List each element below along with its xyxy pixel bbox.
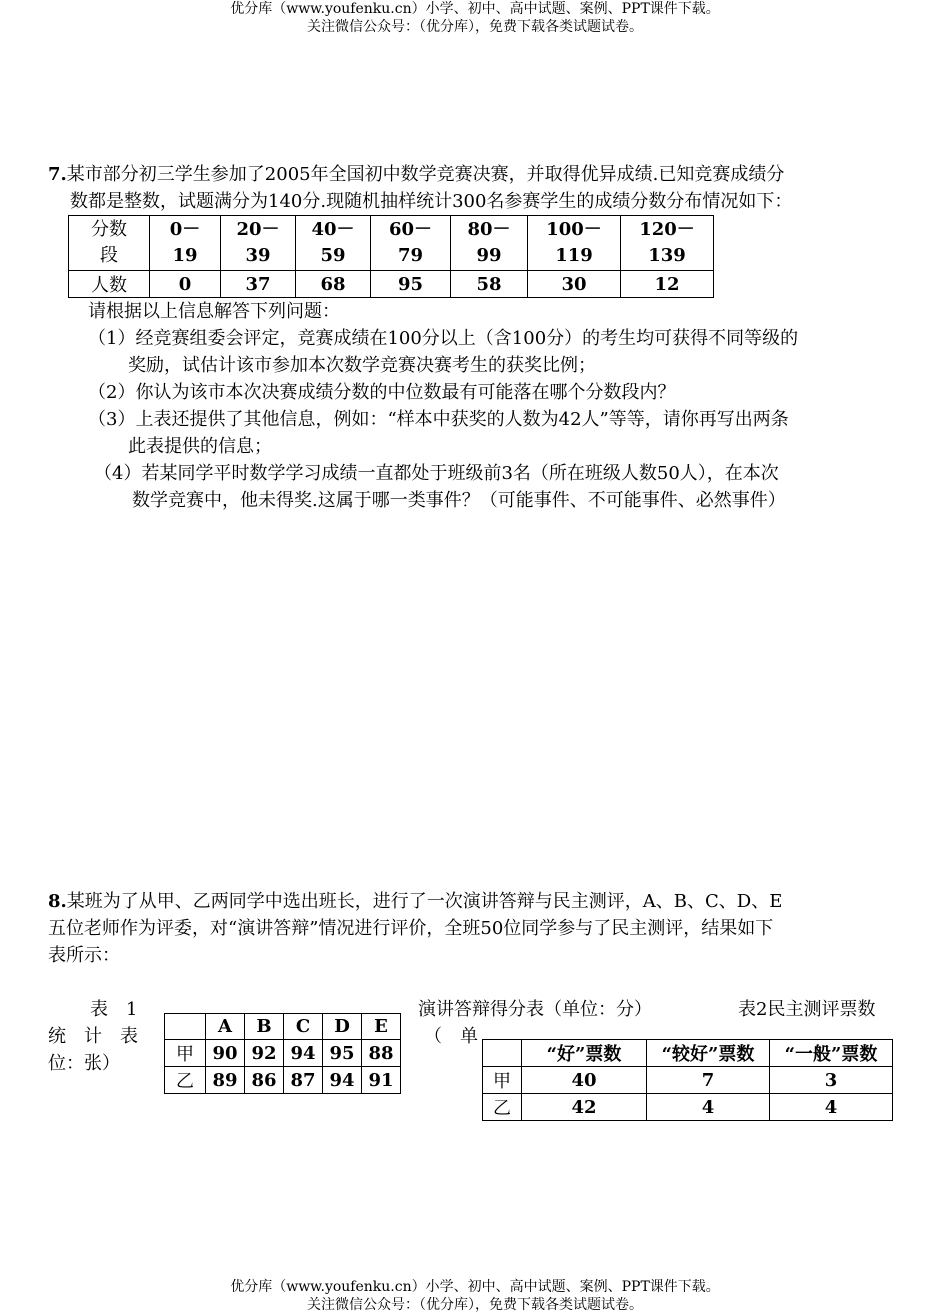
segment-cell: 0－ 19	[150, 216, 221, 271]
page-footer	[0, 1278, 950, 1314]
header-line-1: 优分库（www.youfenku.cn）小学、初中、高中试题、案例、PPT课件下载。	[230, 1, 720, 17]
segment-cell: 60－ 79	[371, 216, 451, 271]
q8-line-1	[48, 888, 782, 915]
page-header	[0, 0, 950, 36]
footer-line-2: 关注微信公众号：（优分库），免费下载各类试题试卷。	[307, 1297, 643, 1313]
count-cell: 0	[150, 271, 221, 298]
student-name: 甲	[483, 1067, 522, 1094]
judge-header: B	[245, 1014, 284, 1040]
score-cell: 89	[206, 1067, 245, 1094]
judge-header: D	[323, 1014, 362, 1040]
table-2-caption-d: 位：张）	[48, 1053, 120, 1074]
score-cell: 88	[362, 1040, 401, 1067]
vote-cell: 4	[647, 1094, 770, 1121]
count-cell: 58	[451, 271, 528, 298]
q7-part-1-line-2: 奖励，试估计该市参加本次数学竞赛决赛考生的获奖比例；	[128, 355, 596, 376]
footer-line-1: 优分库（www.youfenku.cn）小学、初中、高中试题、案例、PPT课件下载。	[230, 1279, 720, 1295]
q7-line-1	[48, 161, 784, 188]
student-name: 甲	[165, 1040, 206, 1067]
vote-cell: 4	[770, 1094, 893, 1121]
score-cell: 94	[323, 1067, 362, 1094]
count-label: 人数	[69, 271, 150, 298]
vote-cell: 40	[522, 1067, 647, 1094]
count-cell: 30	[528, 271, 621, 298]
judge-header: A	[206, 1014, 245, 1040]
count-cell: 95	[371, 271, 451, 298]
corner-cell	[483, 1040, 522, 1067]
vote-cell: 3	[770, 1067, 893, 1094]
table-2-caption-b: 统 计 表	[48, 1026, 138, 1047]
q7-part-4-line-1: （4）若某同学平时数学学习成绩一直都处于班级前3名（所在班级人数50人），在本次	[94, 463, 779, 484]
q7-number: 7.	[48, 164, 67, 185]
score-cell: 86	[245, 1067, 284, 1094]
vote-header: “一般”票数	[770, 1040, 893, 1067]
score-cell: 91	[362, 1067, 401, 1094]
count-cell: 12	[621, 271, 714, 298]
q8-number: 8.	[48, 891, 67, 912]
q7-part-3-line-1: （3）上表还提供了其他信息，例如：“样本中获奖的人数为42人”等等，请你再写出两条	[88, 409, 789, 430]
score-cell: 90	[206, 1040, 245, 1067]
q8-line-3: 表所示：	[48, 945, 120, 966]
q7-part-4-line-2: 数学竞赛中，他未得奖.这属于哪一类事件？（可能事件、不可能事件、必然事件）	[132, 490, 786, 511]
vote-cell: 42	[522, 1094, 647, 1121]
judge-header: C	[284, 1014, 323, 1040]
score-cell: 92	[245, 1040, 284, 1067]
table-2-caption-c: （ 单	[424, 1026, 478, 1047]
header-line-2: 关注微信公众号：（优分库），免费下载各类试题试卷。	[307, 19, 643, 35]
student-name: 乙	[483, 1094, 522, 1121]
q7-part-2: （2）你认为该市本次决赛成绩分数的中位数最有可能落在哪个分数段内？	[88, 382, 676, 403]
segment-cell: 40－ 59	[296, 216, 371, 271]
student-name: 乙	[165, 1067, 206, 1094]
segment-cell: 100－ 119	[528, 216, 621, 271]
q7-line-2: 数都是整数，试题满分为140分.现随机抽样统计300名参赛学生的成绩分数分布情况如下：	[70, 191, 793, 212]
q7-intro: 请根据以上信息解答下列问题：	[88, 301, 340, 322]
score-cell: 94	[284, 1040, 323, 1067]
vote-header: “好”票数	[522, 1040, 647, 1067]
score-segment-label: 分数 段	[69, 216, 150, 271]
vote-header: “较好”票数	[647, 1040, 770, 1067]
q8-line-2: 五位老师作为评委，对“演讲答辩”情况进行评价，全班50位同学参与了民主测评，结果如下	[48, 918, 774, 939]
table-1-caption-b: 演讲答辩得分表（单位：分）	[418, 999, 652, 1020]
corner-cell	[165, 1014, 206, 1040]
judge-header: E	[362, 1014, 401, 1040]
count-cell: 37	[221, 271, 296, 298]
segment-cell: 80－ 99	[451, 216, 528, 271]
q7-text-1: 某市部分初三学生参加了2005年全国初中数学竞赛决赛，并取得优异成绩.已知竞赛成绩分	[66, 164, 785, 185]
score-cell: 95	[323, 1040, 362, 1067]
score-distribution-table	[68, 215, 714, 298]
count-cell: 68	[296, 271, 371, 298]
vote-cell: 7	[647, 1067, 770, 1094]
score-cell: 87	[284, 1067, 323, 1094]
table-1-caption-a: 表 1	[90, 999, 138, 1020]
segment-cell: 20－ 39	[221, 216, 296, 271]
segment-cell: 120－ 139	[621, 216, 714, 271]
q8-text-1: 某班为了从甲、乙两同学中选出班长，进行了一次演讲答辩与民主测评，A、B、C、D、E	[66, 891, 783, 912]
q7-part-3-line-2: 此表提供的信息；	[128, 436, 272, 457]
q7-part-1-line-1: （1）经竞赛组委会评定，竞赛成绩在100分以上（含100分）的考生均可获得不同等级的	[88, 328, 799, 349]
speech-score-table	[164, 1013, 401, 1094]
table-2-caption-a: 表2民主测评票数	[738, 999, 876, 1020]
vote-count-table	[482, 1039, 893, 1121]
